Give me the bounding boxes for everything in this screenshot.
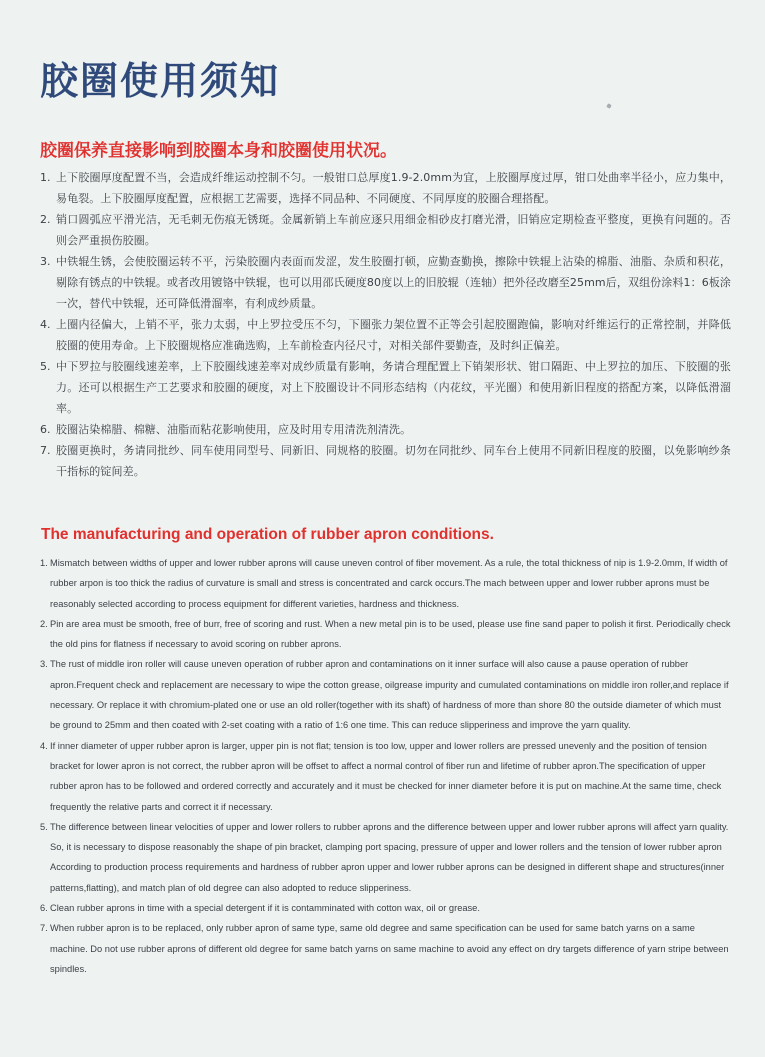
list-item [40,918,733,979]
item-number: 2. [40,213,51,226]
item-text: Mismatch between widths of upper and lower rubber aprons will cause uneven control of fiber movement. As a rule, the total thickness of nip is 1.9-2.0mm, If width of rubber arpon is too thick the radius of curvature is small and stress is concentrated and carck occurs.The mach between upper and lower rubber aprons must be reasonably selected according to process equipment for different varieties, hardness and thickness. [50,558,728,609]
item-text: 胶圈沾染棉腊、棉糖、油脂而粘花影响使用，应及时用专用清洗剂清洗。 [56,423,412,436]
english-section-heading: The manufacturing and operation of rubber apron conditions. [41,526,494,543]
list-item [40,419,733,440]
item-text: 胶圈更换时，务请同批纱、同车使用同型号、同新旧、同规格的胶圈。切勿在同批纱、同车台上使用不同新旧程度的胶圈，以免影响纱条干指标的锭间差。 [56,444,731,478]
chinese-section-heading: 胶圈保养直接影响到胶圈本身和胶圈使用状况。 [40,141,397,161]
list-item [40,356,733,419]
item-number: 4. [40,740,48,751]
english-instruction-list [40,553,733,979]
page-title: 胶圈使用须知 [40,59,281,103]
item-number: 7. [40,923,48,934]
list-item [40,314,733,356]
item-text: When rubber apron is to be replaced, only rubber apron of same type, same old degree and same specification can be used for same batch yarns on a same machine. Do not use rubber aprons of different old degree for same batch yarns on same machine to avoid any effect on dry targets difference of yarn stripe between spindles. [50,923,729,974]
item-number: 1. [40,558,48,568]
item-number: 7. [40,444,51,457]
item-number: 1. [40,171,51,184]
list-item [40,898,733,918]
list-item [40,654,733,735]
item-number: 6. [40,423,51,436]
item-text: Clean rubber aprons in time with a special detergent if it is contamminated with cotton wax, oil or grease. [50,903,480,914]
list-item [40,614,733,655]
item-number: 5. [40,821,48,832]
list-item [40,553,733,614]
list-item [40,736,733,817]
item-text: 中下罗拉与胶圈线速差率，上下胶圈线速差率对成纱质量有影响，务请合理配置上下销架形状、钳口隔距、中上罗拉的加压、下胶圈的张力。还可以根据生产工艺要求和胶圈的硬度，对上下胶圈设计不同形态结构（内花纹，平光圈）和使用新旧程度的搭配方案，以降低滑溜率。 [56,360,731,415]
item-number: 2. [40,618,48,629]
item-text: 销口圆弧应平滑光洁，无毛刺无伤痕无锈斑。金属新销上车前应逐只用细金相砂皮打磨光滑，旧销应定期检查平整度，更换有问题的。否则会严重损伤胶圈。 [56,213,731,247]
item-text: 中铁辊生锈，会使胶圈运转不平，污染胶圈内表面而发涩，发生胶圈打顿，应勤查勤换，擦除中铁辊上沾染的棉脂、油脂、杂质和积花，剔除有锈点的中铁辊。或者改用镀铬中铁辊，也可以用邵氏硬度80度以上的旧胶辊（连轴）把外径改磨至25mm后，双组份涂料1：6板涂一次，替代中铁辊，还可降低滑溜率，有利成纱质量。 [56,255,731,310]
item-text: If inner diameter of upper rubber apron is larger, upper pin is not flat; tension is too low, upper and lower rollers are pressed unevenly and the position of tension bracket for lower apron is not correct, the rubber apron will be offset to affect a normal control of fiber run and lifetime of rubber apron.The specification of upper rubber apron has to be followed and ordered correctly and accurately and it must be checked for inner diameter before it is put on machine.At the same time, check frequently the relative parts and correct it if necessary. [50,740,722,812]
item-number: 3. [40,659,48,670]
item-text: Pin are area must be smooth, free of burr, free of scoring and rust. When a new metal pin is to be used, please use fine sand paper to polish it first. Periodically check the old pins for flatness if necessary to avoid scoring on rubber aprons. [50,618,731,650]
item-text: The difference between linear velocities of upper and lower rollers to rubber aprons and the difference between upper and lower rubber aprons will affect yarn quality. So, it is necessary to dispose reasonably the shape of pin bracket, clamping port spacing, pressure of upper and lower rollers and the tension of lower rubber apron According to production process requirements and hardness of rubber apron upper and lower rubber aprons can be designed in different shape and structures(inner patterns,flatting), and match plan of old degree can also adopted to reduce slipperiness. [50,821,729,893]
item-number: 6. [40,903,48,914]
chinese-instruction-list [40,167,733,482]
item-number: 3. [40,255,51,268]
list-item [40,209,733,251]
list-item [40,167,733,209]
item-number: 4. [40,318,51,331]
list-item [40,251,733,314]
item-text: The rust of middle iron roller will cause uneven operation of rubber apron and contaminations on it inner surface will also cause a pause operation of rubber apron.Frequent check and replacement are necessary to wipe the cotton grease, oilgrease impurity and cumulated contaminations on middle iron roller,and replace if necessary. Or replace it with chromium-plated one or use an old roller(together with its shaft) of hardness of more than shore 80 the outside diameter of which must be ground to 25mm and then coated with 2-set coating with a ratio of 1:6 one time. This can reduce slipperiness and improve the yarn quality. [50,659,729,731]
item-number: 5. [40,360,51,373]
list-item [40,440,733,482]
item-text: 上下胶圈厚度配置不当，会造成纤维运动控制不匀。一般钳口总厚度1.9-2.0mm为宜，上胶圈厚度过厚，钳口处曲率半径小，应力集中，易龟裂。上下胶圈厚度配置，应根据工艺需要，选择不同品种、不同硬度、不同厚度的胶圈合理搭配。 [56,171,731,205]
list-item [40,817,733,898]
item-text: 上圈内径偏大，上销不平，张力太弱，中上罗拉受压不匀，下圈张力架位置不正等会引起胶圈跑偏，影响对纤维运行的正常控制，并降低胶圈的使用寿命。上下胶圈规格应准确选购，上车前检查内径尺寸，对相关部件要勤查，及时纠正偏差。 [56,318,731,352]
